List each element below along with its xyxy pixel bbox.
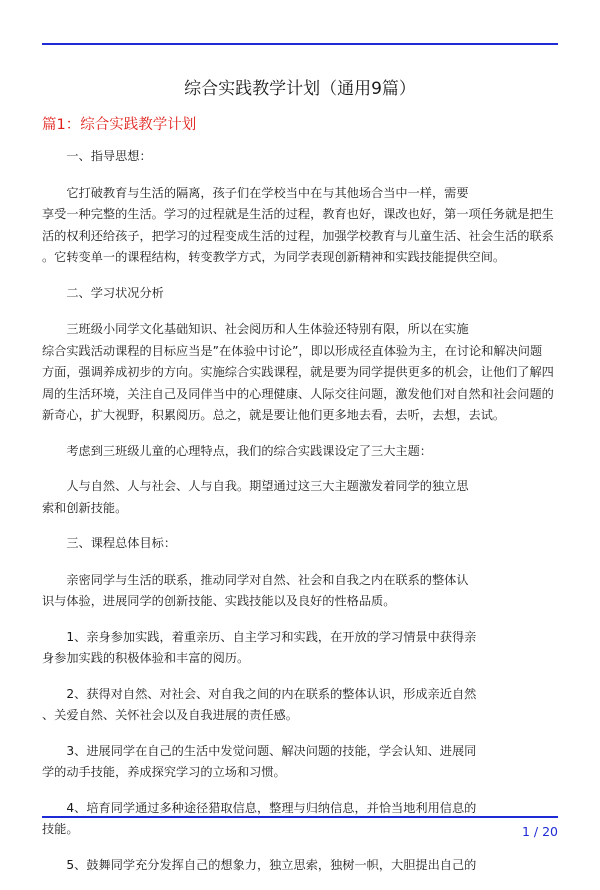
list-item: 2、获得对自然、对社会、对自我之间的内在联系的整体认识，形成亲近自然 、关爱自然、关怀社会以及自我进展的责任感。 [42, 686, 477, 722]
heading-learning-analysis: 二、学习状况分析 [42, 285, 164, 300]
list-item: 5、鼓舞同学充分发挥自己的想象力，独立思索，独树一帜，大胆提出自己的 [42, 857, 477, 872]
footer-rule [42, 816, 558, 818]
paragraph: 人与自然、人与社会、人与自我。期望通过这三大主题激发着同学的独立思 索和创新技能。 [42, 479, 469, 515]
document-body [42, 146, 558, 890]
paragraph: 三班级小同学文化基础知识、社会阅历和人生体验还特别有限，所以在实施 综合实践活动课程的目标应当是”在体验中讨论”，即以形成径直体验为主，在讨论和解决问题 方面，强调养成初步的方向。实施综合实践课程，就是要为同学提供更多的机会，让他们了解四 周的生活环境，关注自己及同伴当中的心理健康、人际交往问题，激发他们对自然和社会问题的 新奇心，扩大视野，积累阅历。总之，就是要让他们更多地去看，去听，去想，去试。 [42, 322, 554, 422]
page-number: 1 / 20 [521, 824, 558, 839]
document-title: 综合实践教学计划（通用9篇） [184, 79, 416, 99]
paragraph: 它打破教育与生活的隔离，孩子们在学校当中在与其他场合当中一样，需要 享受一种完整的生活。学习的过程就是生活的过程，教育也好，课改也好，第一项任务就是把生 活的权利还给孩子，把学习的过程变成生活的过程，加强学校教育与儿童生活、社会生活的联系 。它转变单一的课程结构，转变教学方式，为同学表现创新精神和实践技能提供空间。 [42, 185, 554, 264]
list-item: 3、进展同学在自己的生活中发觉问题、解决问题的技能，学会认知、进展同 学的动手技能，养成探究学习的立场和习惯。 [42, 743, 477, 779]
list-item: 4、培育同学通过多种途径猎取信息，整理与归纳信息，并恰当地利用信息的 技能。 [42, 800, 477, 836]
list-item: 1、亲身参加实践，着重亲历、自主学习和实践，在开放的学习情景中获得亲 身参加实践的积极体验和丰富的阅历。 [42, 629, 477, 665]
header-rule [42, 43, 558, 45]
section-heading: 篇1：综合实践教学计划 [42, 117, 197, 133]
paragraph: 亲密同学与生活的联系，推动同学对自然、社会和自我之内在联系的整体认 识与体验，进展同学的创新技能、实践技能以及良好的性格品质。 [42, 572, 469, 608]
heading-course-goals: 三、课程总体目标： [42, 536, 177, 550]
paragraph: 考虑到三班级儿童的心理特点，我们的综合实践课设定了三大主题： [42, 443, 432, 458]
heading-guiding-ideology: 一、指导思想： [42, 149, 152, 163]
